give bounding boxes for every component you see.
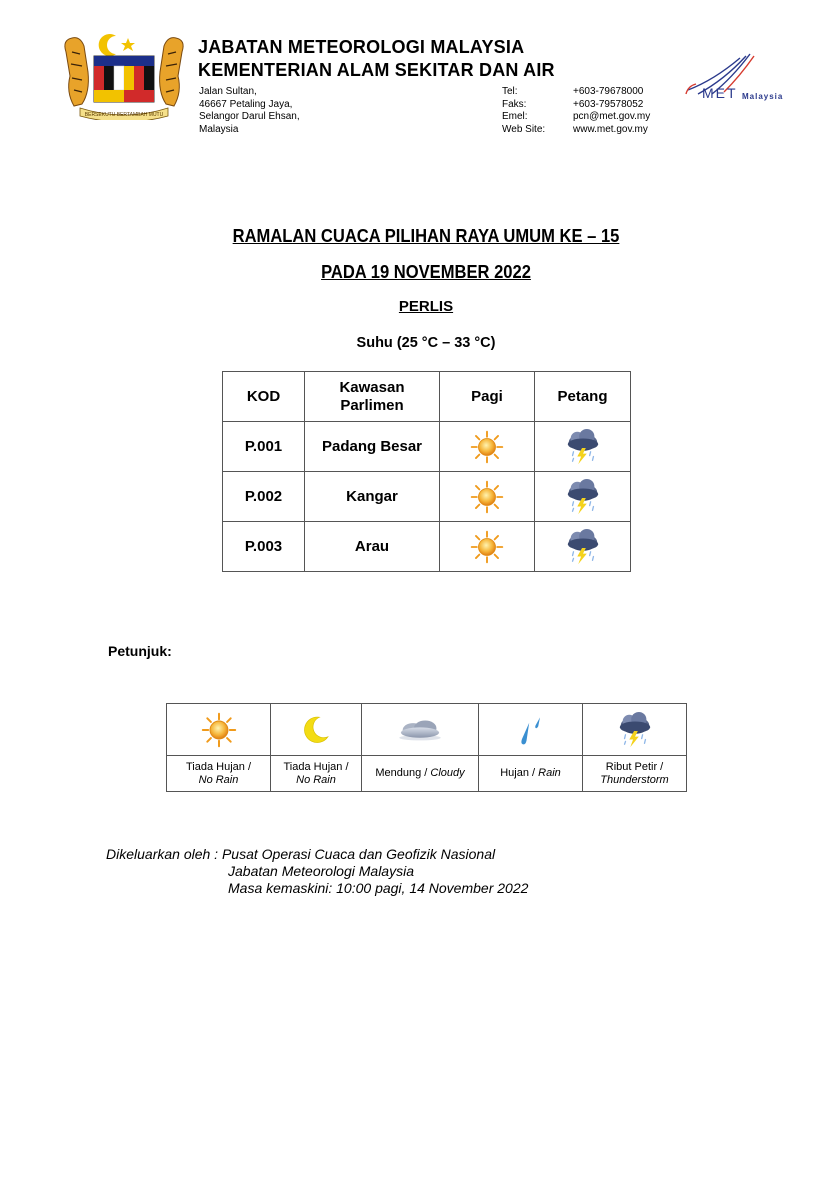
address-line: Jalan Sultan, — [199, 86, 257, 97]
issued-by-timestamp: Masa kemaskini: 10:00 pagi, 14 November 2022 — [228, 880, 529, 896]
table-row — [223, 472, 631, 522]
document-date: PADA 19 NOVEMBER 2022 — [321, 262, 531, 282]
state-name: PERLIS — [398, 298, 454, 315]
contact-value: www.met.gov.my — [573, 123, 648, 135]
contact-label: Web Site: — [502, 123, 546, 135]
issued-by-block — [106, 846, 528, 897]
contact-row-fax — [502, 99, 650, 112]
address-line: Malaysia — [199, 123, 239, 135]
sun-icon — [470, 430, 504, 464]
thunderstorm-icon — [564, 528, 602, 566]
legend-label-ms: Hujan / — [500, 767, 536, 779]
row-code: P.001 — [223, 422, 305, 472]
row-evening — [535, 522, 631, 572]
contact-value: pcn@met.gov.my — [573, 111, 651, 122]
moon-icon — [299, 713, 333, 747]
crest-motto: BERSEKUTU BERTAMBAH MUTU — [84, 112, 164, 118]
row-area: Kangar — [305, 472, 440, 522]
contact-row-web — [502, 124, 650, 137]
legend-label-en: Rain — [538, 767, 561, 779]
met-logo-subtext: Malaysia — [742, 92, 784, 101]
legend-icon-cell — [583, 704, 687, 756]
row-area: Arau — [305, 522, 440, 572]
thunderstorm-icon — [564, 478, 602, 516]
sun-icon — [470, 530, 504, 564]
cloud-icon — [394, 717, 446, 743]
met-malaysia-logo — [684, 50, 802, 106]
legend-icon-cell — [362, 704, 479, 756]
legend-label-ms: Mendung / — [375, 767, 428, 779]
thunderstorm-icon — [616, 711, 654, 749]
legend-icon-cell — [167, 704, 271, 756]
contact-block — [502, 86, 650, 136]
contact-value: +603-79578052 — [573, 98, 644, 110]
table-row — [223, 522, 631, 572]
met-logo-text: MET — [702, 85, 738, 101]
address-line: Selangor Darul Ehsan, — [199, 111, 300, 122]
thunderstorm-icon — [564, 428, 602, 466]
header-area-label: Kawasan Parlimen — [339, 378, 405, 414]
address-line: 46667 Petaling Jaya, — [199, 98, 293, 110]
legend-label-ms: Ribut Petir / — [605, 760, 664, 773]
contact-row-email — [502, 111, 650, 124]
legend-label-en: Thunderstorm — [600, 773, 669, 786]
contact-label: Emel: — [502, 111, 528, 122]
legend-title: Petunjuk: — [108, 643, 172, 659]
legend-label — [362, 756, 479, 792]
legend-icon-row — [167, 704, 687, 756]
sun-icon — [470, 480, 504, 514]
legend-icon-cell — [271, 704, 362, 756]
agency-name: JABATAN METEOROLOGI MALAYSIA — [198, 37, 525, 57]
rain-icon — [513, 712, 549, 748]
legend-label-row — [167, 756, 687, 792]
header-code: KOD — [223, 372, 305, 422]
issued-by-line: Dikeluarkan oleh : Pusat Operasi Cuaca dan Geofizik Nasional — [106, 846, 496, 862]
legend-table — [166, 703, 687, 792]
legend-label — [479, 756, 583, 792]
row-morning — [440, 522, 535, 572]
contact-label: Tel: — [502, 86, 518, 97]
contact-label: Faks: — [502, 98, 527, 110]
legend-label-en: No Rain — [198, 773, 239, 786]
header-morning: Pagi — [440, 372, 535, 422]
malaysia-crest-logo — [60, 32, 188, 120]
legend-label — [583, 756, 687, 792]
row-evening — [535, 472, 631, 522]
ministry-name: KEMENTERIAN ALAM SEKITAR DAN AIR — [198, 60, 555, 80]
legend-icon-cell — [479, 704, 583, 756]
legend-label-ms: Tiada Hujan / — [185, 760, 252, 773]
row-evening — [535, 422, 631, 472]
legend-label-en: Cloudy — [430, 767, 465, 779]
row-area: Padang Besar — [305, 422, 440, 472]
legend-label-ms: Tiada Hujan / — [283, 760, 349, 773]
header-evening: Petang — [535, 372, 631, 422]
contact-row-tel — [502, 86, 650, 99]
sun-icon — [201, 712, 237, 748]
row-code: P.003 — [223, 522, 305, 572]
contact-value: +603-79678000 — [573, 86, 644, 97]
legend-label-en: No Rain — [296, 773, 336, 786]
row-code: P.002 — [223, 472, 305, 522]
row-morning — [440, 472, 535, 522]
header-area — [305, 372, 440, 422]
issued-by-department: Jabatan Meteorologi Malaysia — [228, 863, 414, 879]
address-block — [199, 86, 300, 136]
row-morning — [440, 422, 535, 472]
document-title: RAMALAN CUACA PILIHAN RAYA UMUM KE – 15 — [232, 226, 620, 246]
temperature-range: Suhu (25 °C – 33 °C) — [356, 335, 496, 351]
forecast-table — [222, 371, 631, 572]
legend-label — [271, 756, 362, 792]
table-header-row — [223, 372, 631, 422]
legend-label — [167, 756, 271, 792]
table-row — [223, 422, 631, 472]
